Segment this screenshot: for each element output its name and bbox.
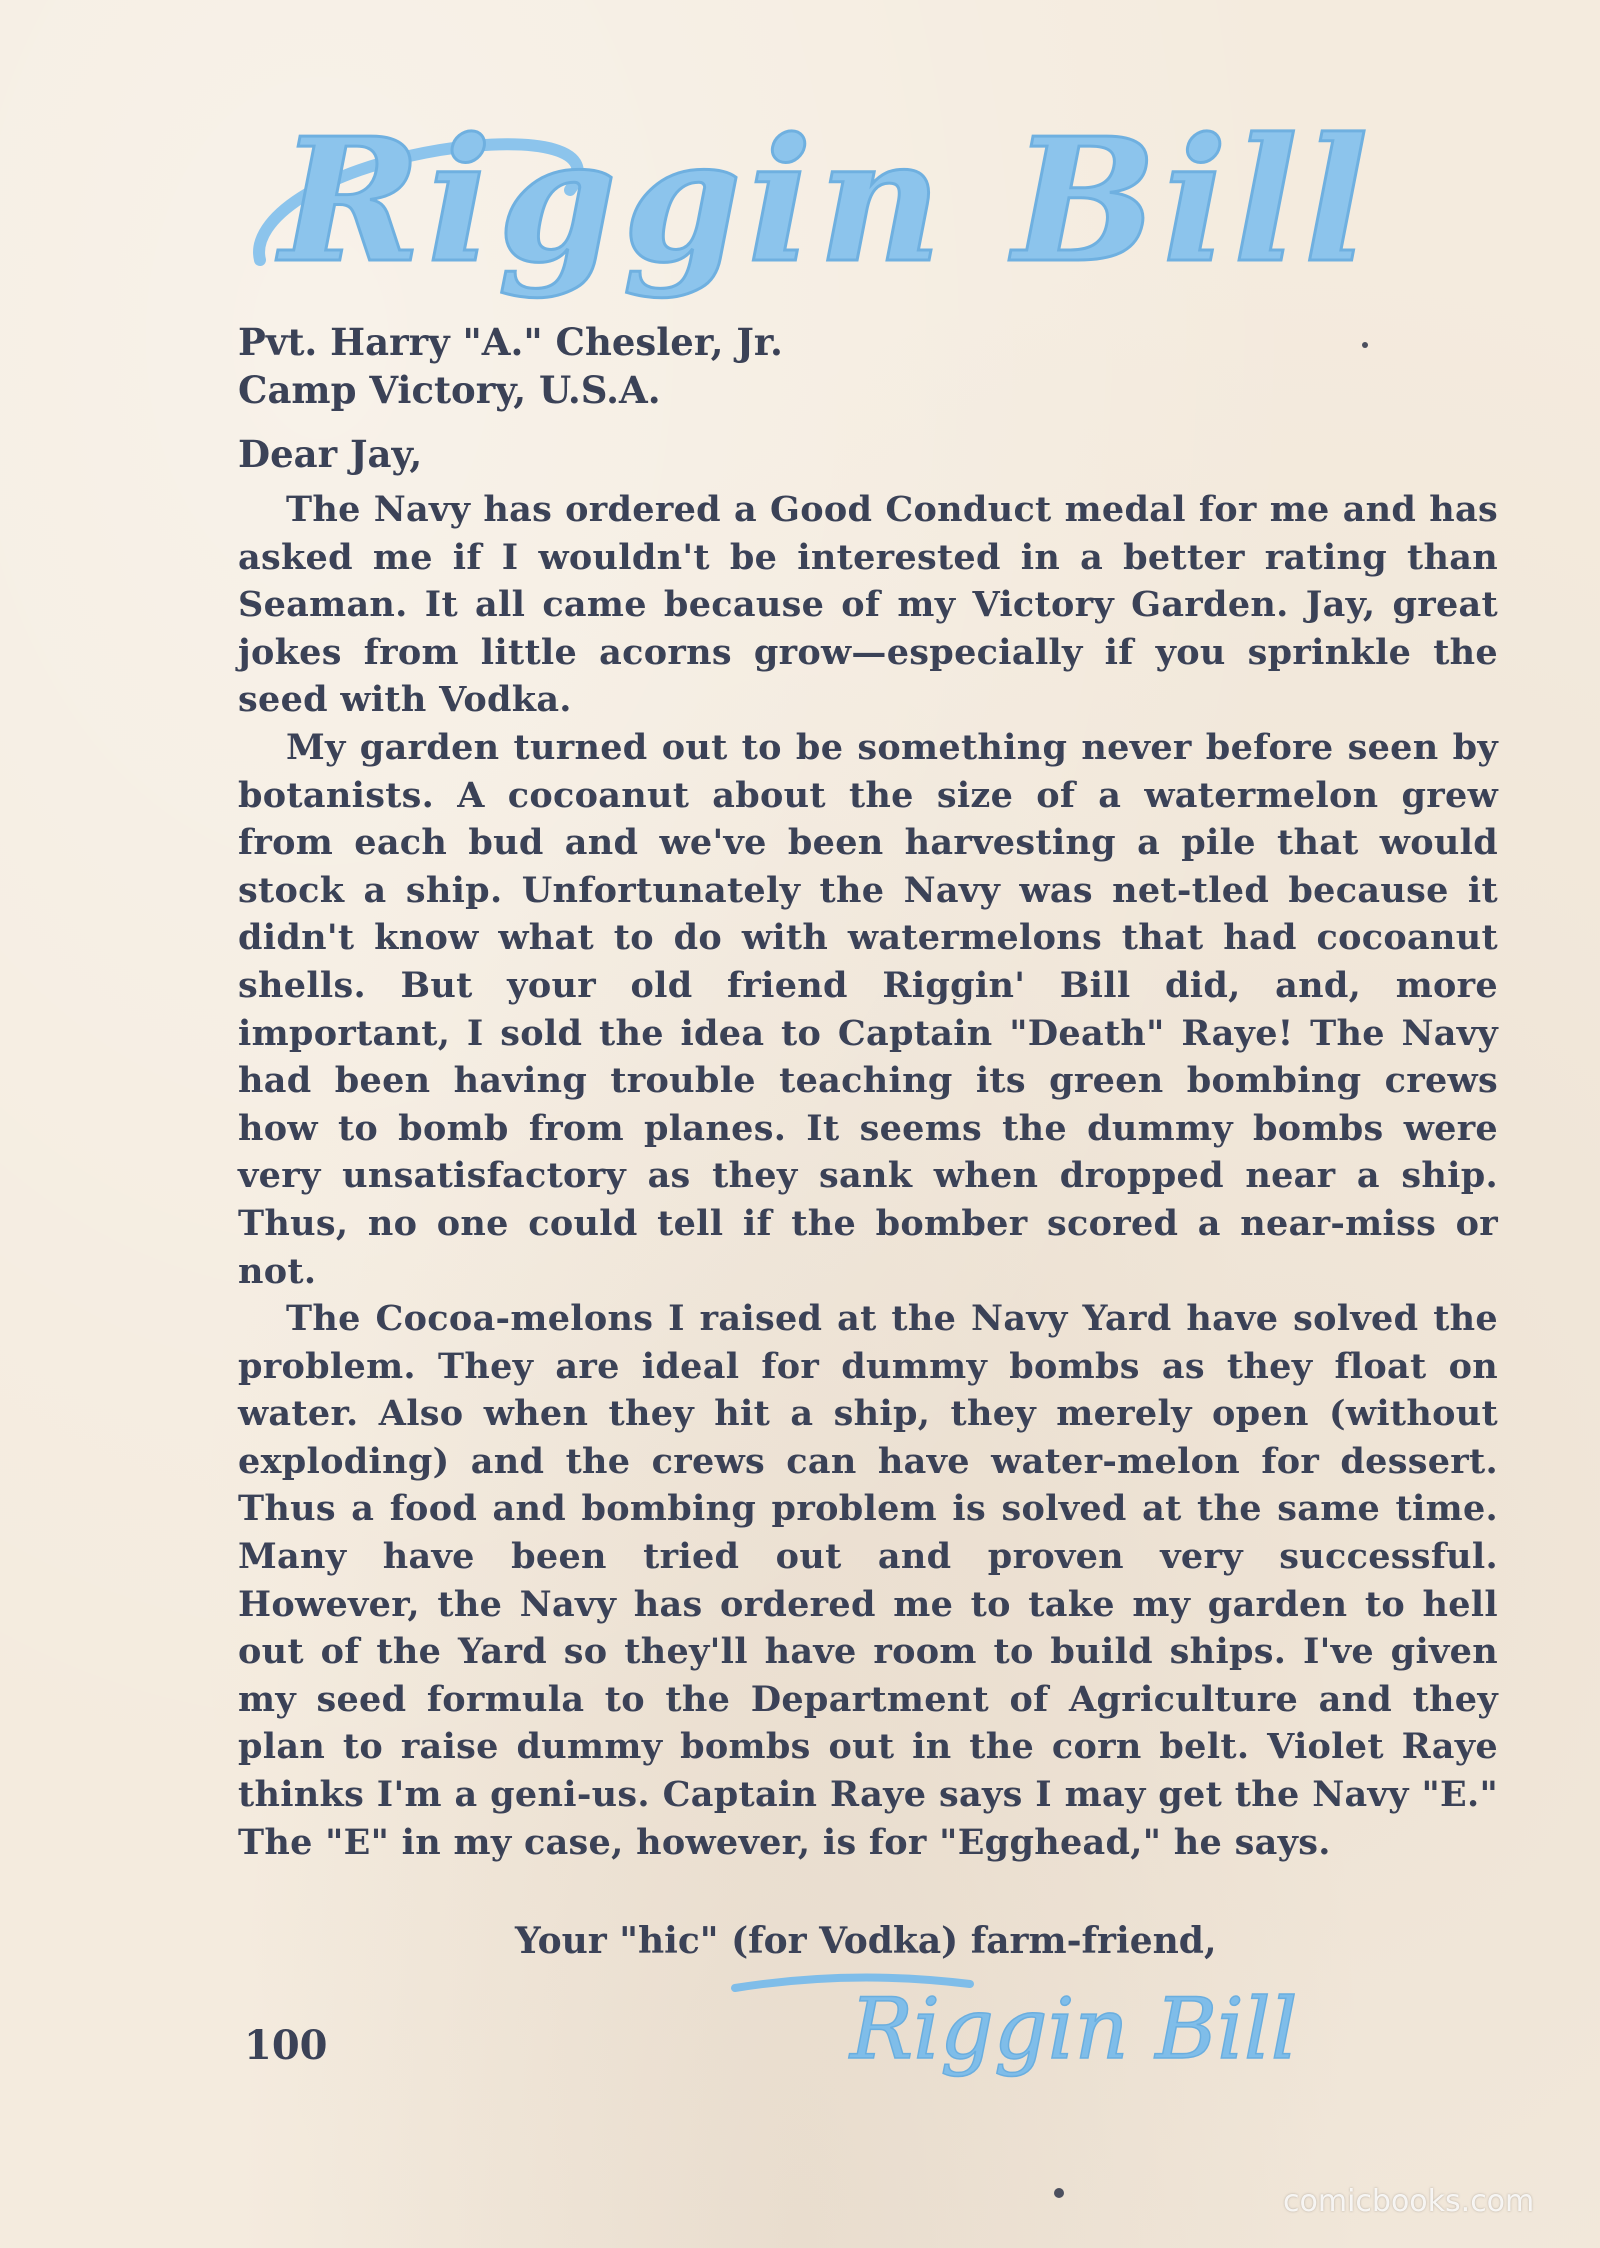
paragraph-1: The Navy has ordered a Good Conduct medal for me and has asked me if I wouldn't be interested in a better rating than Seaman. It all came because of my Victory Garden. Jay, great jokes from little acorns grow—especially if you sprinkle the seed with Vodka.: [238, 489, 1498, 721]
paragraph-3: The Cocoa-melons I raised at the Navy Yard have solved the problem. They are ideal for dummy bombs as they float on water. Also when they hit a ship, they merely open (without exploding) and the crews can have water-melon for dessert. Thus a food and bombing problem is solved at the same time. Many have been tried out and proven very successful. However, the Navy has ordered me to take my garden to hell out of the Yard so they'll have room to build ships. I've given my seed formula to the Department of Agriculture and they plan to raise dummy bombs out in the corn belt. Violet Raye thinks I'm a geni-us. Captain Raye says I may get the Navy "E." The "E" in my case, however, is for "Egghead," he says.: [238, 1298, 1498, 1863]
paragraph-2: My garden turned out to be something never before seen by botanists. A cocoanut about the size of a watermelon grew from each bud and we've been harvesting a pile that would stock a ship. Unfortunately the Navy was net-tled because it didn't know what to do with watermelons that had cocoanut shells. But your old friend Riggin' Bill did, and, more important, I sold the idea to Captain "Death" Raye! The Navy had been having trouble teaching its green bombing crews how to bomb from planes. It seems the dummy bombs were very unsatisfactory as they sank when dropped near a ship. Thus, no one could tell if the bomber scored a near-miss or not.: [238, 726, 1498, 1292]
title-text: Riggin Bill: [280, 110, 1375, 300]
watermark: comicbooks.com: [1283, 2184, 1535, 2219]
address-line-camp: Camp Victory, U.S.A.: [238, 368, 661, 412]
closing-line: Your "hic" (for Vodka) farm-friend,: [515, 1920, 1217, 1962]
salutation: Dear Jay,: [238, 432, 423, 476]
signature: [730, 1968, 1490, 2088]
signature-text: Riggin Bill: [850, 1980, 1298, 2078]
address-line-name: Pvt. Harry "A." Chesler, Jr.: [238, 320, 783, 364]
title-logo: [240, 110, 1500, 300]
address-block: [238, 318, 783, 414]
ink-speck: [1054, 2188, 1064, 2198]
letter-body: [238, 486, 1498, 1866]
page-number: 100: [244, 2022, 328, 2069]
ink-speck: [1362, 342, 1368, 348]
